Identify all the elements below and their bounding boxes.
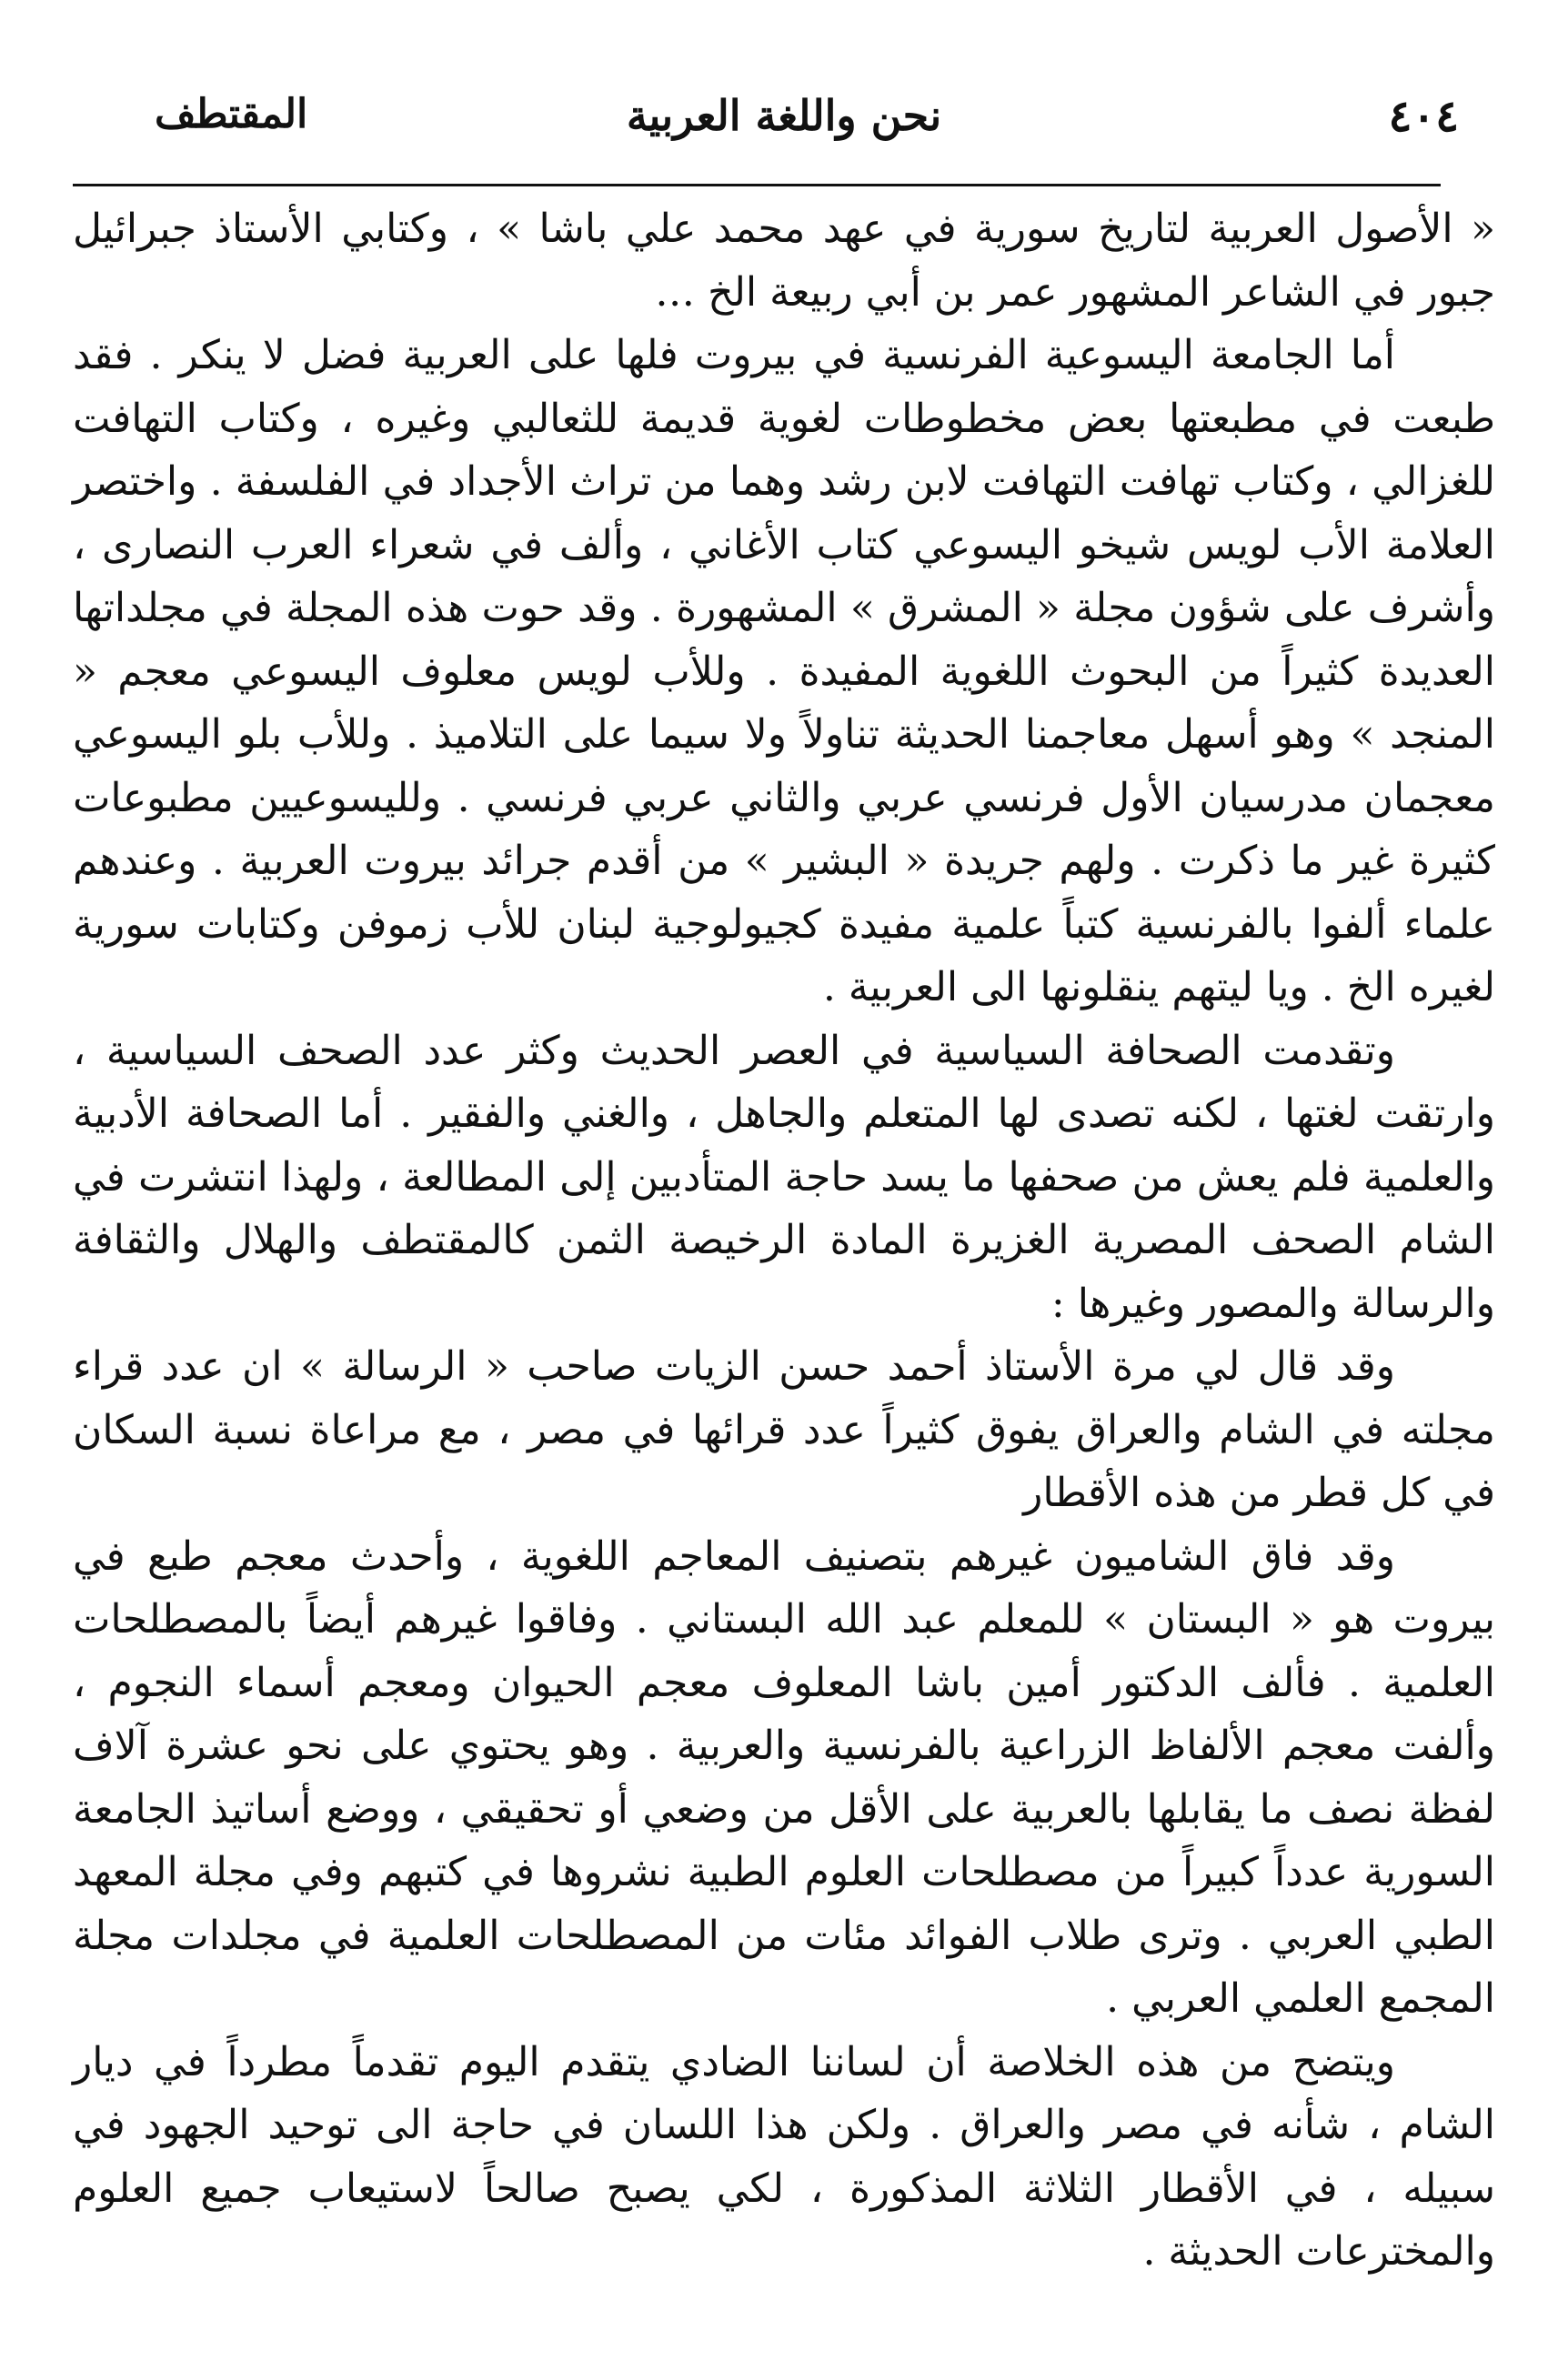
article-body bbox=[73, 197, 1495, 2284]
journal-name: المقتطف bbox=[155, 91, 308, 137]
paragraph-4: وقد قال لي مرة الأستاذ أحمد حسن الزيات صاحب « الرسالة » ان عدد قراء مجلته في الشام والعراق يفوق كثيراً عدد قرائها في مصر ، مع مراعاة نسبة السكان في كل قطر من هذه الأقطار bbox=[73, 1343, 1495, 1516]
running-header bbox=[73, 91, 1495, 164]
paragraph-2: أما الجامعة اليسوعية الفرنسية في بيروت فلها على العربية فضل لا ينكر . فقد طبعت في مطبعتها بعض مخطوطات لغوية قديمة للثعالبي وغيره ، وكتاب التهافت للغزالي ، وكتاب تهافت التهافت لابن رشد وهما من تراث الأجداد في الفلسفة . واختصر العلامة الأب لويس شيخو اليسوعي كتاب الأغاني ، وألف في شعراء العرب النصارى ، وأشرف على شؤون مجلة « المشرق » المشهورة . وقد حوت هذه المجلة في مجلداتها العديدة كثيراً من البحوث اللغوية المفيدة . وللأب لويس معلوف اليسوعي معجم « المنجد » وهو أسهل معاجمنا الحديثة تناولاً ولا سيما على التلاميذ . وللأب بلو اليسوعي معجمان مدرسيان الأول فرنسي عربي والثاني عربي فرنسي . ولليسوعيين مطبوعات كثيرة غير ما ذكرت . ولهم جريدة « البشير » من أقدم جرائد بيروت العربية . وعندهم علماء ألفوا بالفرنسية كتباً علمية مفيدة كجيولوجية لبنان للأب زموفن وكتابات سورية لغيره الخ . ويا ليتهم ينقلونها الى العربية . bbox=[73, 332, 1495, 1010]
paragraph-3: وتقدمت الصحافة السياسية في العصر الحديث وكثر عدد الصحف السياسية ، وارتقت لغتها ، لكنه تصدى لها المتعلم والجاهل ، والغني والفقير . أما الصحافة الأدبية والعلمية فلم يعش من صحفها ما يسد حاجة المتأدبين إلى المطالعة ، ولهذا انتشرت في الشام الصحف المصرية الغزيرة المادة الرخيصة الثمن كالمقتطف والهلال والثقافة والرسالة والمصور وغيرها : bbox=[73, 1027, 1496, 1327]
article-title: نحن واللغة العربية bbox=[626, 91, 942, 140]
paragraph-5: وقد فاق الشاميون غيرهم بتصنيف المعاجم اللغوية ، وأحدث معجم طبع في بيروت هو « البستان » للمعلم عبد الله البستاني . وفاقوا غيرهم أيضاً بالمصطلحات العلمية . فألف الدكتور أمين باشا المعلوف معجم الحيوان ومعجم أسماء النجوم ، وألفت معجم الألفاظ الزراعية بالفرنسية والعربية . وهو يحتوي على نحو عشرة آلاف لفظة نصف ما يقابلها بالعربية على الأقل من وضعي أو تحقيقي ، ووضع أساتيذ الجامعة السورية عدداً كبيراً من مصطلحات العلوم الطبية نشروها في كتبهم وفي مجلة المعهد الطبي العربي . وترى طلاب الفوائد مئات من المصطلحات العلمية في مجلدات مجلة المجمع العلمي العربي . bbox=[73, 1532, 1495, 2022]
paragraph-1: « الأصول العربية لتاريخ سورية في عهد محمد علي باشا » ، وكتابي الأستاذ جبرائيل جبور في الشاعر المشهور عمر بن أبي ربيعة الخ … bbox=[73, 206, 1495, 316]
page-number: ٤٠٤ bbox=[1388, 91, 1459, 142]
header-divider bbox=[73, 184, 1441, 186]
paragraph-6: ويتضح من هذه الخلاصة أن لساننا الضادي يتقدم اليوم تقدماً مطرداً في ديار الشام ، شأنه في مصر والعراق . ولكن هذا اللسان في حاجة الى توحيد الجهود في سبيله ، في الأقطار الثلاثة المذكورة ، لكي يصبح صالحاً لاستيعاب جميع العلوم والمخترعات الحديثة . bbox=[73, 2038, 1495, 2275]
